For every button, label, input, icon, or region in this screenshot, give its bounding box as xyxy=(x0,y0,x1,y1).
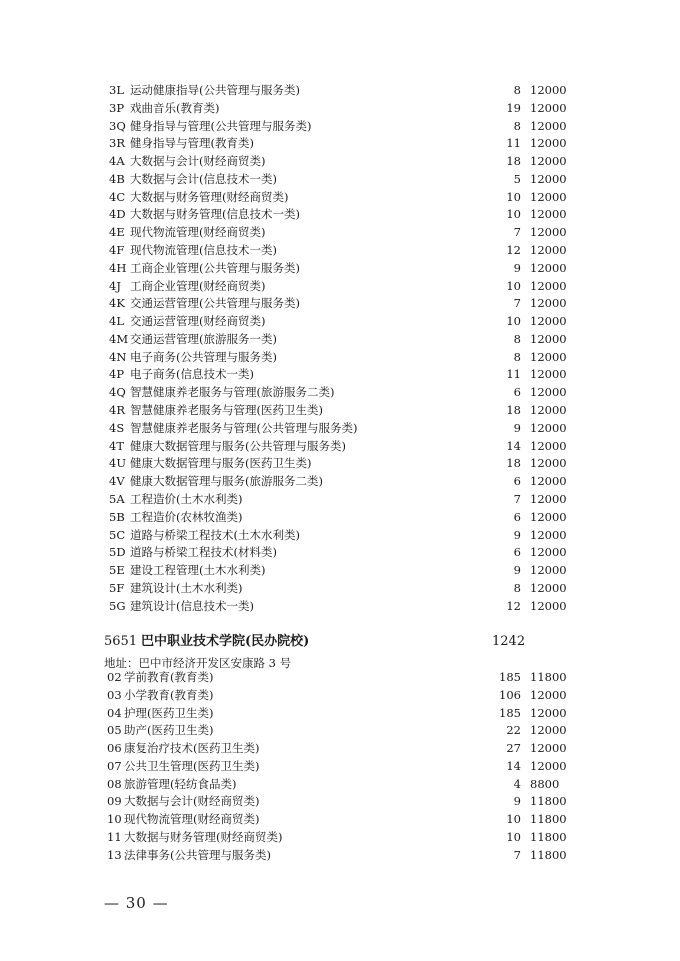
program-name: 交通运营管理(公共管理与服务类) xyxy=(130,296,300,311)
program-code: 4V xyxy=(109,474,125,489)
tuition-fee: 12000 xyxy=(530,189,567,204)
tuition-fee: 12000 xyxy=(530,207,567,222)
enrollment-count: 11 xyxy=(506,136,521,151)
tuition-fee: 12000 xyxy=(530,598,567,613)
tuition-fee: 12000 xyxy=(530,296,567,311)
table-row xyxy=(0,349,680,367)
table-row xyxy=(0,118,680,136)
program-name: 法律事务(公共管理与服务类) xyxy=(124,847,271,862)
table-row xyxy=(0,740,680,758)
tuition-fee: 12000 xyxy=(530,367,567,382)
table-row xyxy=(0,758,680,776)
table-row xyxy=(0,260,680,278)
program-name: 交通运营管理(财经商贸类) xyxy=(130,314,266,329)
program-name: 大数据与财务管理(财经商贸类) xyxy=(130,189,289,204)
table-row xyxy=(0,829,680,847)
enrollment-count: 9 xyxy=(513,794,521,809)
enrollment-count: 8 xyxy=(513,580,521,595)
program-name: 交通运营管理(旅游服务一类) xyxy=(130,331,277,346)
table-row xyxy=(0,847,680,865)
program-name: 现代物流管理(财经商贸类) xyxy=(130,225,266,240)
enrollment-count: 8 xyxy=(513,83,521,97)
enrollment-count: 10 xyxy=(506,314,521,329)
program-code: 4D xyxy=(109,207,126,222)
enrollment-count: 10 xyxy=(506,189,521,204)
program-code: 4Q xyxy=(109,385,126,400)
enrollment-count: 6 xyxy=(513,474,521,489)
program-code: 05 xyxy=(107,723,122,738)
table-row xyxy=(0,705,680,723)
tuition-fee: 12000 xyxy=(530,509,567,524)
tuition-fee: 12000 xyxy=(530,278,567,293)
table-row xyxy=(0,135,680,153)
school-header xyxy=(0,632,680,652)
school-name: 巴中职业技术学院(民办院校) xyxy=(141,634,310,649)
program-name: 道路与桥梁工程技术(材料类) xyxy=(130,545,277,560)
program-code: 07 xyxy=(107,758,122,773)
table-row xyxy=(0,687,680,705)
table-row xyxy=(0,366,680,384)
program-name: 小学教育(教育类) xyxy=(124,687,214,702)
table-row xyxy=(0,527,680,545)
program-code: 4T xyxy=(109,438,124,453)
tuition-fee: 11800 xyxy=(530,812,567,826)
enrollment-count: 5 xyxy=(513,171,521,186)
table-row xyxy=(0,544,680,562)
table-row xyxy=(0,562,680,580)
table-row xyxy=(0,473,680,491)
program-code: 03 xyxy=(107,687,122,702)
enrollment-count: 18 xyxy=(506,456,521,471)
tuition-fee: 12000 xyxy=(530,243,567,258)
tuition-fee: 12000 xyxy=(530,403,567,418)
enrollment-count: 10 xyxy=(506,812,521,826)
tuition-fee: 12000 xyxy=(530,171,567,186)
enrollment-count: 6 xyxy=(513,509,521,524)
tuition-fee: 12000 xyxy=(530,705,567,720)
program-name: 健康大数据管理与服务(公共管理与服务类) xyxy=(130,438,346,453)
enrollment-count: 19 xyxy=(506,100,521,115)
tuition-fee: 12000 xyxy=(530,314,567,329)
program-name: 大数据与会计(财经商贸类) xyxy=(124,794,260,809)
enrollment-count: 27 xyxy=(506,741,521,755)
tuition-fee: 8800 xyxy=(530,776,560,791)
program-name: 学前教育(教育类) xyxy=(124,670,214,684)
program-code: 4S xyxy=(109,420,125,435)
tuition-fee: 12000 xyxy=(530,563,567,578)
enrollment-count: 18 xyxy=(506,154,521,169)
enrollment-count: 7 xyxy=(513,296,521,311)
enrollment-count: 10 xyxy=(506,278,521,293)
program-name: 工程造价(土木水利类) xyxy=(130,491,243,506)
program-code: 4C xyxy=(109,189,126,204)
enrollment-count: 185 xyxy=(499,670,521,684)
table-row xyxy=(0,153,680,171)
table-row xyxy=(0,295,680,313)
program-name: 现代物流管理(信息技术一类) xyxy=(130,243,277,258)
tuition-fee: 12000 xyxy=(530,723,567,738)
program-name: 戏曲音乐(教育类) xyxy=(130,100,220,115)
table-row xyxy=(0,491,680,509)
program-code: 02 xyxy=(107,670,122,684)
program-code: 5D xyxy=(109,545,126,560)
table-row xyxy=(0,278,680,296)
program-code: 4L xyxy=(109,314,124,329)
program-code: 4J xyxy=(109,278,121,293)
table-row xyxy=(0,509,680,527)
enrollment-count: 22 xyxy=(506,723,521,738)
school-total-enrollment: 1242 xyxy=(492,634,526,649)
program-code: 11 xyxy=(107,829,122,844)
program-code: 4U xyxy=(109,456,127,471)
enrollment-count: 9 xyxy=(513,260,521,275)
table-row xyxy=(0,402,680,420)
program-name: 健康大数据管理与服务(旅游服务二类) xyxy=(130,474,323,489)
program-name: 现代物流管理(财经商贸类) xyxy=(124,812,260,826)
program-code: 4M xyxy=(109,331,129,346)
table-row xyxy=(0,580,680,598)
program-code: 4N xyxy=(109,349,127,364)
table-row xyxy=(0,384,680,402)
enrollment-count: 12 xyxy=(506,598,521,613)
enrollment-count: 9 xyxy=(513,563,521,578)
program-name: 运动健康指导(公共管理与服务类) xyxy=(130,83,300,97)
enrollment-count: 7 xyxy=(513,847,521,862)
enrollment-count: 11 xyxy=(506,367,521,382)
table-row xyxy=(0,242,680,260)
enrollment-count: 185 xyxy=(499,705,521,720)
program-name: 电子商务(信息技术一类) xyxy=(130,367,254,382)
tuition-fee: 12000 xyxy=(530,154,567,169)
tuition-fee: 12000 xyxy=(530,136,567,151)
enrollment-count: 106 xyxy=(499,687,521,702)
program-name: 大数据与会计(财经商贸类) xyxy=(130,154,266,169)
enrollment-count: 9 xyxy=(513,420,521,435)
tuition-fee: 12000 xyxy=(530,687,567,702)
program-name: 健身指导与管理(公共管理与服务类) xyxy=(130,118,312,133)
program-name: 大数据与会计(信息技术一类) xyxy=(130,171,277,186)
table-row xyxy=(0,455,680,473)
table-row xyxy=(0,206,680,224)
program-name: 工程造价(农林牧渔类) xyxy=(130,509,243,524)
program-code: 08 xyxy=(107,776,122,791)
table-row xyxy=(0,82,680,100)
program-name: 建筑设计(信息技术一类) xyxy=(130,598,254,613)
program-code: 5C xyxy=(109,527,126,542)
tuition-fee: 12000 xyxy=(530,331,567,346)
enrollment-count: 12 xyxy=(506,243,521,258)
enrollment-count: 6 xyxy=(513,385,521,400)
enrollment-count: 18 xyxy=(506,403,521,418)
tuition-fee: 12000 xyxy=(530,456,567,471)
program-name: 健康大数据管理与服务(医药卫生类) xyxy=(130,456,312,471)
table-row xyxy=(0,331,680,349)
program-name: 公共卫生管理(医药卫生类) xyxy=(124,758,260,773)
program-code: 3L xyxy=(109,83,124,97)
enrollment-count: 6 xyxy=(513,545,521,560)
program-code: 5B xyxy=(109,509,125,524)
program-name: 工商企业管理(公共管理与服务类) xyxy=(130,260,300,275)
enrollment-count: 8 xyxy=(513,118,521,133)
tuition-fee: 12000 xyxy=(530,741,567,755)
tuition-fee: 11800 xyxy=(530,847,567,862)
program-code: 5E xyxy=(109,563,125,578)
tuition-fee: 12000 xyxy=(530,438,567,453)
enrollment-count: 14 xyxy=(506,438,521,453)
program-name: 智慧健康养老服务与管理(公共管理与服务类) xyxy=(130,420,358,435)
tuition-fee: 12000 xyxy=(530,420,567,435)
tuition-fee: 12000 xyxy=(530,580,567,595)
enrollment-count: 10 xyxy=(506,829,521,844)
program-name: 旅游管理(轻纺食品类) xyxy=(124,776,237,791)
table-row xyxy=(0,722,680,740)
program-code: 3R xyxy=(109,136,125,151)
program-name: 智慧健康养老服务与管理(旅游服务二类) xyxy=(130,385,335,400)
table-row xyxy=(0,776,680,794)
program-name: 助产(医药卫生类) xyxy=(124,723,214,738)
tuition-fee: 11800 xyxy=(530,829,567,844)
program-code: 4H xyxy=(109,260,127,275)
program-name: 电子商务(公共管理与服务类) xyxy=(130,349,277,364)
program-code: 4F xyxy=(109,243,125,258)
tuition-fee: 12000 xyxy=(530,100,567,115)
enrollment-count: 7 xyxy=(513,225,521,240)
program-code: 4A xyxy=(109,154,125,169)
program-name: 建设工程管理(土木水利类) xyxy=(130,563,266,578)
program-code: 06 xyxy=(107,741,122,755)
program-code: 09 xyxy=(107,794,122,809)
program-code: 4E xyxy=(109,225,125,240)
enrollment-count: 4 xyxy=(513,776,521,791)
program-name: 道路与桥梁工程技术(土木水利类) xyxy=(130,527,300,542)
program-code: 5F xyxy=(109,580,125,595)
enrollment-count: 8 xyxy=(513,349,521,364)
tuition-fee: 12000 xyxy=(530,349,567,364)
tuition-fee: 12000 xyxy=(530,527,567,542)
table-row xyxy=(0,420,680,438)
program-name: 健身指导与管理(教育类) xyxy=(130,136,254,151)
program-name: 建筑设计(土木水利类) xyxy=(130,580,243,595)
program-code: 04 xyxy=(107,705,122,720)
page-number: — 30 — xyxy=(104,894,169,912)
tuition-fee: 12000 xyxy=(530,758,567,773)
tuition-fee: 12000 xyxy=(530,225,567,240)
tuition-fee: 12000 xyxy=(530,83,567,97)
program-name: 护理(医药卫生类) xyxy=(124,705,214,720)
program-name: 大数据与财务管理(信息技术一类) xyxy=(130,207,300,222)
program-name: 大数据与财务管理(财经商贸类) xyxy=(124,829,283,844)
tuition-fee: 12000 xyxy=(530,474,567,489)
program-code: 4K xyxy=(109,296,125,311)
table-row xyxy=(0,100,680,118)
tuition-fee: 11800 xyxy=(530,794,567,809)
tuition-fee: 12000 xyxy=(530,385,567,400)
tuition-fee: 11800 xyxy=(530,670,567,684)
tuition-fee: 12000 xyxy=(530,545,567,560)
table-row xyxy=(0,171,680,189)
school-code: 5651 xyxy=(104,634,138,649)
enrollment-count: 7 xyxy=(513,491,521,506)
enrollment-count: 14 xyxy=(506,758,521,773)
enrollment-count: 9 xyxy=(513,527,521,542)
program-code: 3P xyxy=(109,100,125,115)
program-code: 3Q xyxy=(109,118,126,133)
program-name: 工商企业管理(财经商贸类) xyxy=(130,278,266,293)
program-code: 4B xyxy=(109,171,125,186)
table-row xyxy=(0,669,680,687)
tuition-fee: 12000 xyxy=(530,118,567,133)
tuition-fee: 12000 xyxy=(530,260,567,275)
program-code: 4R xyxy=(109,403,125,418)
table-row xyxy=(0,598,680,616)
school-address: 地址：巴中市经济开发区安康路 3 号 xyxy=(104,656,292,670)
table-row xyxy=(0,438,680,456)
program-code: 5A xyxy=(109,491,125,506)
tuition-fee: 12000 xyxy=(530,491,567,506)
table-row xyxy=(0,224,680,242)
table-row xyxy=(0,793,680,811)
program-name: 智慧健康养老服务与管理(医药卫生类) xyxy=(130,403,323,418)
table-row xyxy=(0,189,680,207)
table-row xyxy=(0,313,680,331)
enrollment-count: 10 xyxy=(506,207,521,222)
enrollment-count: 8 xyxy=(513,331,521,346)
program-code: 13 xyxy=(107,847,122,862)
program-code: 5G xyxy=(109,598,126,613)
program-code: 10 xyxy=(107,812,122,826)
program-code: 4P xyxy=(109,367,125,382)
table-row xyxy=(0,811,680,829)
program-name: 康复治疗技术(医药卫生类) xyxy=(124,741,260,755)
